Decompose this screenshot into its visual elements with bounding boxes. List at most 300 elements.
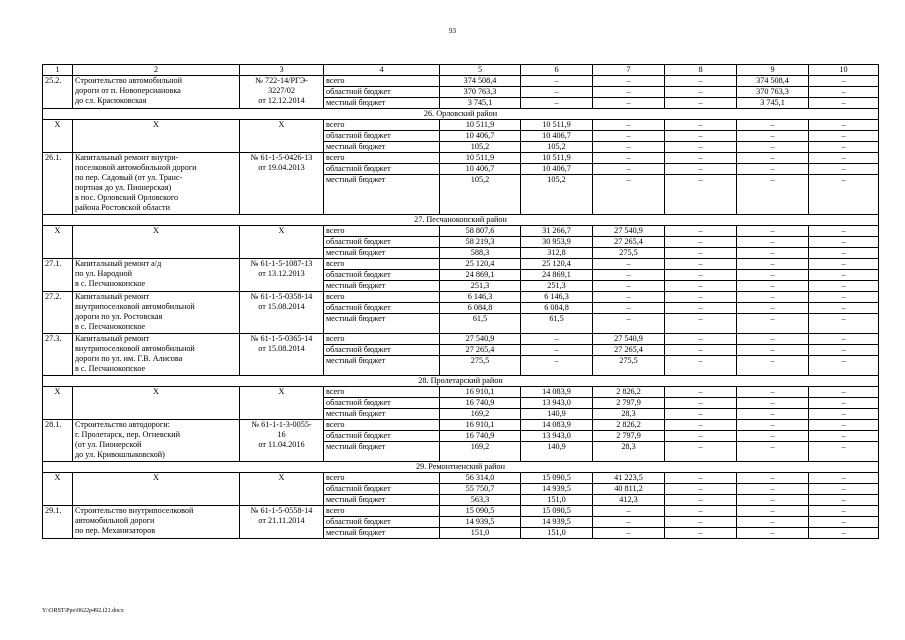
amount-cell: – [737, 387, 809, 398]
funding-source: всего [324, 387, 440, 398]
amount-cell: 275,5 [593, 356, 665, 376]
amount-cell: – [593, 142, 665, 153]
amount-cell: – [809, 131, 879, 142]
amount-cell: – [809, 259, 879, 270]
amount-cell: – [737, 281, 809, 292]
amount-cell: 10 511,9 [521, 120, 593, 131]
amount-cell: – [737, 345, 809, 356]
amount-cell: – [737, 506, 809, 517]
item-number: 27.2. [43, 292, 73, 334]
item-number: X [43, 473, 73, 506]
amount-cell: – [593, 528, 665, 539]
funding-source: областной бюджет [324, 270, 440, 281]
amount-cell: 14 939,5 [440, 517, 521, 528]
region-total-row [43, 226, 879, 237]
amount-cell: – [809, 153, 879, 164]
amount-cell: 10 406,7 [521, 164, 593, 175]
expertise-document-line: от 19.04.2013 [258, 163, 305, 172]
funding-source: всего [324, 334, 440, 345]
region-total-row [43, 473, 879, 484]
amount-cell: – [665, 131, 737, 142]
amount-cell: – [737, 153, 809, 164]
amount-cell: 15 090,5 [440, 506, 521, 517]
object-name-line: автомобильной дороги [75, 516, 155, 525]
expertise-document-line: 3227/02 [268, 86, 295, 95]
amount-cell: – [665, 153, 737, 164]
amount-cell: – [665, 506, 737, 517]
expertise-document-line: X [278, 473, 285, 482]
amount-cell: – [809, 76, 879, 87]
amount-cell: 61,5 [521, 314, 593, 334]
column-number-cell: 7 [593, 65, 665, 76]
amount-cell: – [665, 237, 737, 248]
object-name [73, 387, 240, 420]
amount-cell: – [665, 398, 737, 409]
amount-cell: 151,0 [521, 495, 593, 506]
funding-source: областной бюджет [324, 303, 440, 314]
amount-cell: 6 084,8 [440, 303, 521, 314]
funding-source: местный бюджет [324, 175, 440, 215]
object-name-line: по ул. Народной [75, 269, 132, 278]
object-name [73, 120, 240, 153]
amount-cell: 151,0 [521, 528, 593, 539]
amount-cell: – [809, 98, 879, 109]
object-name [73, 226, 240, 259]
object-name-line: Капитальный ремонт [75, 292, 150, 301]
funding-source: местный бюджет [324, 409, 440, 420]
expertise-document [240, 506, 324, 539]
amount-cell: – [665, 528, 737, 539]
expertise-document-line: от 11.04.2016 [258, 440, 305, 449]
object-name [73, 334, 240, 376]
project-row [43, 334, 879, 345]
amount-cell: – [593, 120, 665, 131]
amount-cell: – [665, 473, 737, 484]
region-title: 29. Ремонтненский район [43, 462, 879, 473]
amount-cell: – [593, 506, 665, 517]
amount-cell: – [737, 131, 809, 142]
amount-cell: – [809, 237, 879, 248]
amount-cell: 27 265,4 [593, 345, 665, 356]
amount-cell: – [593, 259, 665, 270]
amount-cell: – [593, 175, 665, 215]
expertise-document [240, 387, 324, 420]
amount-cell: – [737, 431, 809, 442]
amount-cell: – [521, 334, 593, 345]
object-name-line: в с. Песчанокопское [75, 322, 146, 331]
project-row [43, 259, 879, 270]
funding-source: всего [324, 120, 440, 131]
funding-source: всего [324, 153, 440, 164]
amount-cell: – [593, 517, 665, 528]
amount-cell: 251,3 [440, 281, 521, 292]
amount-cell: – [665, 248, 737, 259]
amount-cell: 140,9 [521, 409, 593, 420]
object-name-line: в с. Песчанокопское [75, 279, 146, 288]
amount-cell: – [737, 442, 809, 462]
amount-cell: 6 146,3 [521, 292, 593, 303]
object-name-line: внутрипоселковой автомобильной [75, 302, 195, 311]
amount-cell: – [809, 87, 879, 98]
expertise-document-line: от 13.12.2013 [258, 269, 305, 278]
amount-cell: – [737, 175, 809, 215]
object-name-line: в с. Песчанокопское [75, 364, 146, 373]
amount-cell: 105,2 [521, 142, 593, 153]
object-name-line: Капитальный ремонт а/д [75, 259, 162, 268]
amount-cell: 14 083,9 [521, 420, 593, 431]
funding-source: областной бюджет [324, 517, 440, 528]
item-number: X [43, 120, 73, 153]
object-name-line: портная до ул. Пионерская) [75, 183, 172, 192]
amount-cell: 14 939,5 [521, 517, 593, 528]
expertise-document-line: от 15.08.2014 [258, 344, 305, 353]
amount-cell: 140,9 [521, 442, 593, 462]
amount-cell: 10 406,7 [440, 164, 521, 175]
object-name [73, 76, 240, 109]
object-name-line: X [153, 226, 159, 235]
expertise-document-line: № 61-1-5-1087-13 [250, 259, 313, 268]
funding-source: местный бюджет [324, 528, 440, 539]
funding-source: местный бюджет [324, 142, 440, 153]
amount-cell: 412,3 [593, 495, 665, 506]
expertise-document-line: № 61-1-1-3-0055- [251, 420, 312, 429]
amount-cell: – [809, 398, 879, 409]
object-name-line: X [153, 120, 159, 129]
object-name-line: района Ростовской области [75, 203, 171, 212]
object-name [73, 292, 240, 334]
amount-cell: – [737, 356, 809, 376]
region-section-row [43, 462, 879, 473]
amount-cell: – [809, 303, 879, 314]
amount-cell: – [665, 120, 737, 131]
expertise-document-line: № 61-1-5-0426-13 [250, 153, 313, 162]
region-total-row [43, 387, 879, 398]
amount-cell: 28,3 [593, 409, 665, 420]
amount-cell: – [737, 398, 809, 409]
expertise-document-line: X [278, 226, 285, 235]
amount-cell: – [737, 120, 809, 131]
item-number: 29.1. [43, 506, 73, 539]
amount-cell: 10 511,9 [440, 153, 521, 164]
funding-source: местный бюджет [324, 281, 440, 292]
amount-cell: – [665, 175, 737, 215]
object-name-line: X [153, 387, 159, 396]
funding-source: областной бюджет [324, 131, 440, 142]
amount-cell: – [665, 484, 737, 495]
amount-cell: – [665, 356, 737, 376]
amount-cell: – [809, 248, 879, 259]
column-number-cell: 2 [73, 65, 240, 76]
amount-cell: – [593, 131, 665, 142]
amount-cell: 374 508,4 [737, 76, 809, 87]
amount-cell: – [665, 303, 737, 314]
amount-cell: 25 120,4 [521, 259, 593, 270]
object-name-line: в пос. Орловский Орловского [75, 193, 179, 202]
amount-cell: 14 939,5 [521, 484, 593, 495]
expertise-document [240, 334, 324, 376]
amount-cell: 588,3 [440, 248, 521, 259]
object-name [73, 259, 240, 292]
object-name-line: Строительство автодороги: [75, 420, 170, 429]
amount-cell: – [737, 237, 809, 248]
object-name-line: Строительство автомобильной [75, 76, 182, 85]
funding-source: областной бюджет [324, 431, 440, 442]
item-number: 25.2. [43, 76, 73, 109]
region-title: 26. Орловский район [43, 109, 879, 120]
amount-cell: 2 826,2 [593, 387, 665, 398]
expertise-document-line: № 61-1-5-0365-14 [250, 334, 313, 343]
object-name-line: до сл. Красюковская [75, 96, 147, 105]
amount-cell: – [737, 259, 809, 270]
amount-cell: 13 943,0 [521, 398, 593, 409]
amount-cell: – [593, 281, 665, 292]
amount-cell: – [737, 484, 809, 495]
object-name-line: X [153, 473, 159, 482]
column-number-cell: 5 [440, 65, 521, 76]
item-number: X [43, 387, 73, 420]
project-row [43, 153, 879, 164]
amount-cell: – [737, 303, 809, 314]
amount-cell: – [809, 356, 879, 376]
amount-cell: – [593, 270, 665, 281]
amount-cell: – [737, 420, 809, 431]
amount-cell: 15 090,5 [521, 473, 593, 484]
amount-cell: 169,2 [440, 442, 521, 462]
expertise-document-line: от 21.11.2014 [258, 516, 305, 525]
amount-cell: – [809, 175, 879, 215]
amount-cell: 27 540,9 [593, 334, 665, 345]
amount-cell: 56 314,0 [440, 473, 521, 484]
expertise-document [240, 259, 324, 292]
funding-source: местный бюджет [324, 314, 440, 334]
amount-cell: 16 740,9 [440, 398, 521, 409]
amount-cell: – [809, 334, 879, 345]
object-name-line: поселковой автомобильной дороги [75, 163, 197, 172]
item-number: 28.1. [43, 420, 73, 462]
object-name [73, 473, 240, 506]
amount-cell: 30 953,9 [521, 237, 593, 248]
amount-cell: – [809, 506, 879, 517]
amount-cell: – [809, 164, 879, 175]
amount-cell: – [737, 292, 809, 303]
amount-cell: 374 508,4 [440, 76, 521, 87]
amount-cell: 275,5 [593, 248, 665, 259]
amount-cell: – [665, 142, 737, 153]
column-number-cell: 6 [521, 65, 593, 76]
amount-cell: – [521, 356, 593, 376]
funding-source: областной бюджет [324, 398, 440, 409]
funding-source: всего [324, 259, 440, 270]
expertise-document [240, 76, 324, 109]
amount-cell: 27 265,4 [593, 237, 665, 248]
funding-source: всего [324, 226, 440, 237]
amount-cell: – [737, 495, 809, 506]
amount-cell: – [665, 345, 737, 356]
amount-cell: 27 540,9 [440, 334, 521, 345]
region-section-row [43, 376, 879, 387]
funding-source: местный бюджет [324, 98, 440, 109]
amount-cell: – [665, 517, 737, 528]
amount-cell: – [593, 98, 665, 109]
item-number: 27.1. [43, 259, 73, 292]
column-number-cell: 4 [324, 65, 440, 76]
amount-cell: – [809, 409, 879, 420]
object-name-line: (от ул. Пионерской [75, 440, 142, 449]
amount-cell: – [665, 495, 737, 506]
funding-source: областной бюджет [324, 484, 440, 495]
amount-cell: – [665, 259, 737, 270]
expertise-document-line: X [278, 120, 285, 129]
amount-cell: 251,3 [521, 281, 593, 292]
item-number: 27.3. [43, 334, 73, 376]
amount-cell: 105,2 [521, 175, 593, 215]
object-name-line: Капитальный ремонт внутри- [75, 153, 179, 162]
amount-cell: 6 146,3 [440, 292, 521, 303]
amount-cell: – [665, 431, 737, 442]
amount-cell: – [521, 98, 593, 109]
amount-cell: – [809, 431, 879, 442]
expertise-document-line: от 12.12.2014 [258, 96, 305, 105]
expertise-document [240, 120, 324, 153]
amount-cell: – [521, 345, 593, 356]
item-number: X [43, 226, 73, 259]
object-name-line: дороги от п. Новоперсиановка [75, 86, 181, 95]
amount-cell: 24 869,1 [521, 270, 593, 281]
amount-cell: – [737, 314, 809, 334]
amount-cell: – [665, 387, 737, 398]
expertise-document [240, 226, 324, 259]
project-row [43, 506, 879, 517]
amount-cell: – [809, 292, 879, 303]
object-name-line: внутрипоселковой автомобильной [75, 344, 195, 353]
column-number-cell: 1 [43, 65, 73, 76]
funding-source: местный бюджет [324, 495, 440, 506]
page-number: 93 [449, 27, 456, 35]
amount-cell: 16 910,1 [440, 420, 521, 431]
amount-cell: – [809, 387, 879, 398]
amount-cell: – [665, 334, 737, 345]
amount-cell: 31 266,7 [521, 226, 593, 237]
amount-cell: 2 797,9 [593, 431, 665, 442]
object-name-line: до ул. Кривошлыковской) [75, 450, 165, 459]
amount-cell: – [593, 314, 665, 334]
amount-cell: – [737, 270, 809, 281]
amount-cell: 14 083,9 [521, 387, 593, 398]
expertise-document-line: № 61-1-5-0358-14 [250, 292, 313, 301]
expertise-document-line: 16 [277, 430, 286, 439]
amount-cell: – [809, 345, 879, 356]
amount-cell: – [665, 76, 737, 87]
funding-source: местный бюджет [324, 248, 440, 259]
region-section-row [43, 109, 879, 120]
amount-cell: – [737, 528, 809, 539]
amount-cell: 24 869,1 [440, 270, 521, 281]
amount-cell: 2 797,9 [593, 398, 665, 409]
expertise-document-line: X [278, 387, 285, 396]
amount-cell: 105,2 [440, 175, 521, 215]
funding-source: областной бюджет [324, 345, 440, 356]
amount-cell: – [593, 153, 665, 164]
amount-cell: 10 406,7 [440, 131, 521, 142]
funding-source: всего [324, 506, 440, 517]
amount-cell: – [593, 87, 665, 98]
funding-source: местный бюджет [324, 442, 440, 462]
amount-cell: 10 511,9 [521, 153, 593, 164]
amount-cell: 370 763,3 [440, 87, 521, 98]
column-number-cell: 10 [809, 65, 879, 76]
object-name [73, 153, 240, 215]
expertise-document [240, 153, 324, 215]
amount-cell: – [737, 473, 809, 484]
amount-cell: 2 826,2 [593, 420, 665, 431]
funding-source: областной бюджет [324, 237, 440, 248]
amount-cell: 10 406,7 [521, 131, 593, 142]
amount-cell: 275,5 [440, 356, 521, 376]
object-name-line: г. Пролетарск, пер. Огневский [75, 430, 181, 439]
amount-cell: – [665, 292, 737, 303]
amount-cell: 169,2 [440, 409, 521, 420]
funding-source: всего [324, 76, 440, 87]
project-row [43, 292, 879, 303]
object-name-line: дороги по ул. им. Г.В. Алисова [75, 354, 183, 363]
amount-cell: 16 910,1 [440, 387, 521, 398]
amount-cell: – [665, 270, 737, 281]
column-number-cell: 3 [240, 65, 324, 76]
amount-cell: 563,3 [440, 495, 521, 506]
region-title: 27. Песчанокопский район [43, 215, 879, 226]
amount-cell: 41 223,5 [593, 473, 665, 484]
amount-cell: – [809, 314, 879, 334]
amount-cell: 15 090,5 [521, 506, 593, 517]
amount-cell: – [521, 87, 593, 98]
amount-cell: 6 084,8 [521, 303, 593, 314]
amount-cell: 27 265,4 [440, 345, 521, 356]
amount-cell: 58 219,3 [440, 237, 521, 248]
amount-cell: – [809, 495, 879, 506]
amount-cell: – [665, 314, 737, 334]
amount-cell: – [593, 303, 665, 314]
region-total-row [43, 120, 879, 131]
item-number: 26.1. [43, 153, 73, 215]
file-path-footer: Y:\ORST\Ppo\0622p492.f21.docx [42, 608, 124, 614]
amount-cell: – [809, 517, 879, 528]
amount-cell: 105,2 [440, 142, 521, 153]
amount-cell: 151,0 [440, 528, 521, 539]
amount-cell: – [593, 76, 665, 87]
amount-cell: – [809, 420, 879, 431]
object-name [73, 420, 240, 462]
amount-cell: – [665, 281, 737, 292]
amount-cell: – [665, 87, 737, 98]
amount-cell: – [809, 442, 879, 462]
amount-cell: – [665, 409, 737, 420]
funding-source: всего [324, 420, 440, 431]
project-row [43, 420, 879, 431]
funding-table [42, 64, 879, 539]
object-name-line: по пер. Садовый (от ул. Транс- [75, 173, 183, 182]
object-name-line: Строительство внутрипоселковой [75, 506, 194, 515]
funding-source: всего [324, 292, 440, 303]
amount-cell: – [665, 442, 737, 462]
amount-cell: – [737, 226, 809, 237]
amount-cell: – [665, 226, 737, 237]
amount-cell: – [665, 164, 737, 175]
object-name [73, 506, 240, 539]
amount-cell: 370 763,3 [737, 87, 809, 98]
expertise-document [240, 420, 324, 462]
amount-cell: – [737, 517, 809, 528]
amount-cell: – [809, 528, 879, 539]
